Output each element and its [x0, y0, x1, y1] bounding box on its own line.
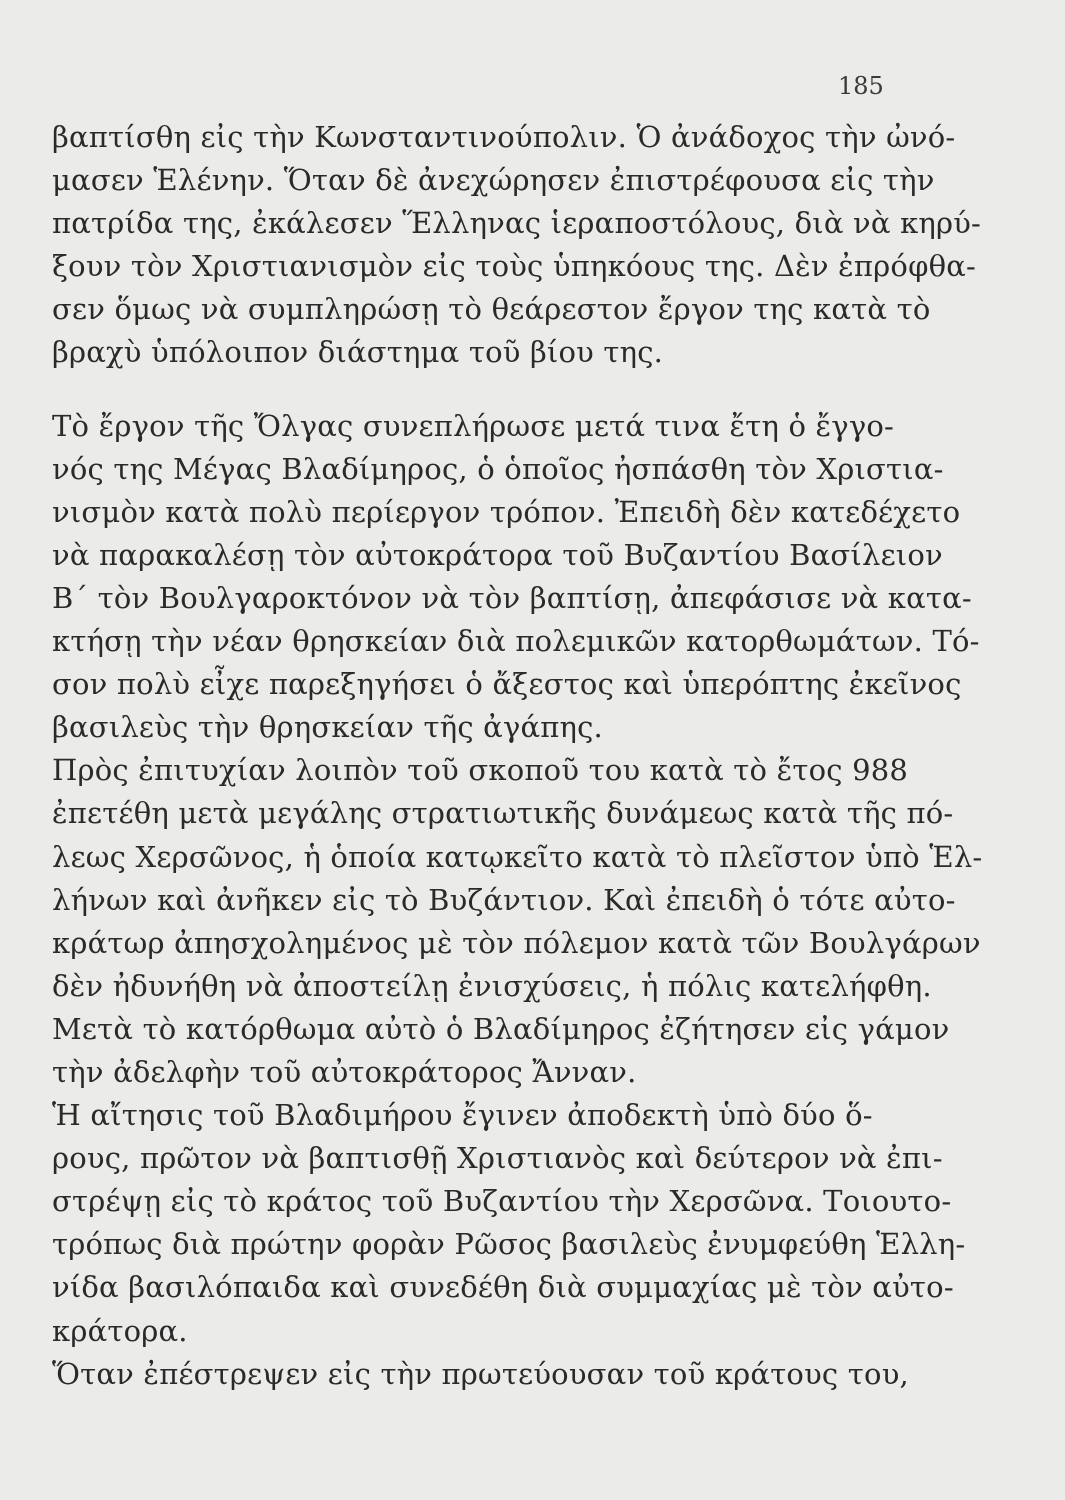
text-line: ἐπετέθη μετὰ μεγάλης στρατιωτικῆς δυνάμεως κατὰ τῆς πό- [52, 796, 954, 831]
paragraph [52, 749, 983, 1094]
text-line: στρέψῃ εἰς τὸ κράτος τοῦ Βυζαντίου τὴν Χερσῶνα. Τοιουτο- [52, 1184, 952, 1219]
text-line: κτήσῃ τὴν νέαν θρησκείαν διὰ πολεμικῶν κατορθωμάτων. Τό- [52, 624, 980, 659]
text-line: μασεν Ἑλένην. Ὅταν δὲ ἀνεχώρησεν ἐπιστρέφουσα εἰς τὴν [52, 163, 935, 198]
text-line: ξουν τὸν Χριστιανισμὸν εἰς τοὺς ὑπηκόους της. Δὲν ἐπρόφθα- [52, 249, 977, 284]
text-line: βραχὺ ὑπόλοιπον διάστημα τοῦ βίου της. [52, 335, 664, 370]
text-line: σον πολὺ εἶχε παρεξηγήσει ὁ ἄξεστος καὶ ὑπερόπτης ἐκεῖνος [52, 667, 962, 702]
text-line: Ἡ αἴτησις τοῦ Βλαδιμήρου ἔγινεν ἀποδεκτὴ ὑπὸ δύο ὅ- [52, 1098, 873, 1133]
text-line: Μετὰ τὸ κατόρθωμα αὐτὸ ὁ Βλαδίμηρος ἐζήτησεν εἰς γάμον [52, 1011, 950, 1046]
text-line: βασιλεὺς τὴν θρησκείαν τῆς ἀγάπης. [52, 710, 603, 745]
text-line: λεως Χερσῶνος, ἡ ὁποία κατῳκεῖτο κατὰ τὸ πλεῖστον ὑπὸ Ἑλ- [52, 839, 983, 874]
text-line: νίδα βασιλόπαιδα καὶ συνεδέθη διὰ συμμαχίας μὲ τὸν αὐτο- [52, 1270, 954, 1305]
text-line: πατρίδα της, ἐκάλεσεν Ἕλληνας ἱεραποστόλους, διὰ νὰ κηρύ- [52, 206, 982, 241]
text-line: βαπτίσθη εἰς τὴν Κωνσταντινούπολιν. Ὁ ἀνάδοχος τὴν ὠνό- [52, 120, 956, 154]
text-line: κράτωρ ἀπησχολημένος μὲ τὸν πόλεμον κατὰ τῶν Βουλγάρων [52, 925, 981, 960]
page-number: 185 [838, 72, 884, 100]
text-line: Β΄ τὸν Βουλγαροκτόνον νὰ τὸν βαπτίσῃ, ἀπεφάσισε νὰ κατα- [52, 580, 972, 615]
text-line: νισμὸν κατὰ πολὺ περίεργον τρόπον. Ἐπειδὴ δὲν κατεδέχετο [52, 494, 961, 529]
paragraph [52, 1094, 966, 1353]
paragraph-gap [52, 375, 902, 405]
text-line: δὲν ἠδυνήθη νὰ ἀποστείλῃ ἐνισχύσεις, ἡ πόλις κατελήφθη. [52, 968, 932, 1003]
text-line: Πρὸς ἐπιτυχίαν λοιπὸν τοῦ σκοποῦ του κατὰ τὸ ἔτος 988 [52, 753, 909, 788]
text-line: σεν ὅμως νὰ συμπληρώσῃ τὸ θεάρεστον ἔργον της κατὰ τὸ [52, 292, 931, 327]
text-line: Ὅταν ἐπέστρεψεν εἰς τὴν πρωτεύουσαν τοῦ κράτους του, [52, 1356, 909, 1391]
text-line: Τὸ ἔργον τῆς Ὄλγας συνεπλήρωσε μετά τινα ἔτη ὁ ἔγγο- [52, 408, 895, 443]
paragraph [52, 116, 982, 375]
text-line: κράτορα. [52, 1313, 188, 1348]
text-line: ρους, πρῶτον νὰ βαπτισθῇ Χριστιανὸς καὶ δεύτερον νὰ ἐπι- [52, 1141, 943, 1176]
body-text [52, 116, 983, 1396]
text-line: νὰ παρακαλέσῃ τὸν αὐτοκράτορα τοῦ Βυζαντίου Βασίλειον [52, 537, 943, 572]
paragraph [52, 1353, 909, 1396]
text-line: τὴν ἀδελφὴν τοῦ αὐτοκράτορος Ἄνναν. [52, 1054, 637, 1089]
paragraph [52, 405, 980, 750]
text-line: νός της Μέγας Βλαδίμηρος, ὁ ὁποῖος ἠσπάσθη τὸν Χριστια- [52, 451, 944, 486]
text-line: τρόπως διὰ πρώτην φορὰν Ρῶσος βασιλεὺς ἐνυμφεύθη Ἑλλη- [52, 1227, 966, 1262]
text-line: λήνων καὶ ἀνῆκεν εἰς τὸ Βυζάντιον. Καὶ ἐπειδὴ ὁ τότε αὐτο- [52, 882, 956, 917]
